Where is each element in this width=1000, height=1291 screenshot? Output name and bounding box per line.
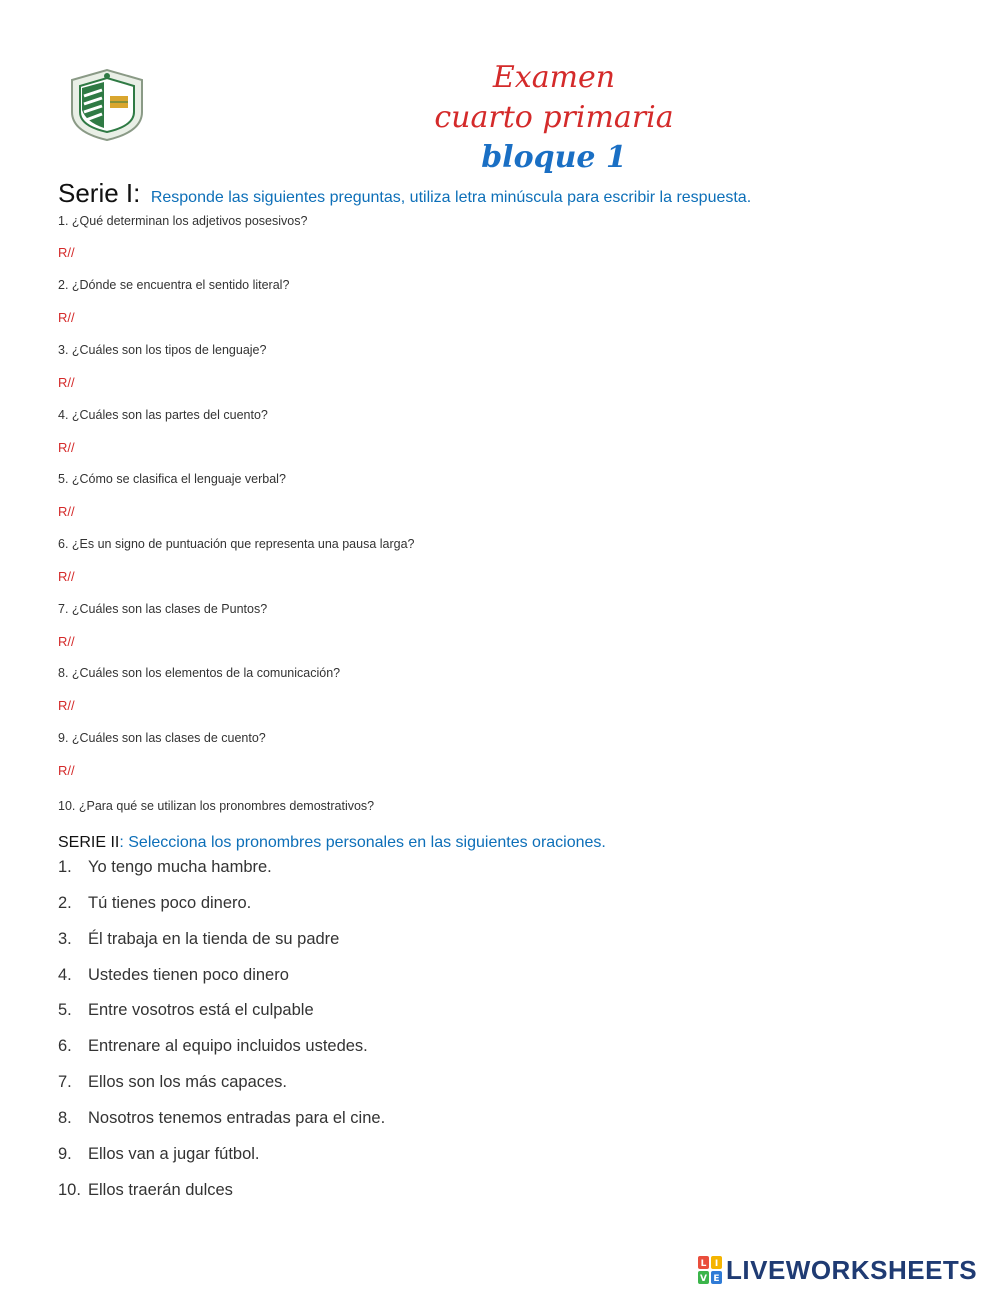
sentence-text: Ellos son los más capaces. — [88, 1073, 288, 1091]
question-8: 8. ¿Cuáles son los elementos de la comunicación? — [58, 666, 341, 680]
sentence-6[interactable] — [58, 1037, 368, 1056]
answer-6[interactable]: R// — [58, 569, 75, 584]
sentence-number: 4. — [58, 966, 72, 984]
question-9: 9. ¿Cuáles son las clases de cuento? — [58, 731, 266, 745]
question-4: 4. ¿Cuáles son las partes del cuento? — [58, 408, 268, 422]
brand-icon-letter: V — [700, 1274, 707, 1284]
sentence-4[interactable] — [58, 966, 289, 985]
sentence-5[interactable] — [58, 1001, 314, 1020]
sentence-text: Ellos van a jugar fútbol. — [88, 1145, 260, 1163]
sentence-number: 10. — [58, 1181, 81, 1199]
serie2-label: SERIE II — [58, 834, 120, 851]
sentence-number: 6. — [58, 1037, 72, 1055]
serie1-label: Serie I: — [58, 178, 141, 208]
sentence-number: 3. — [58, 930, 72, 948]
answer-4[interactable]: R// — [58, 440, 75, 455]
answer-9[interactable]: R// — [58, 763, 75, 778]
sentence-2[interactable] — [58, 894, 251, 913]
answer-5[interactable]: R// — [58, 504, 75, 519]
title-block: bloque 1 — [481, 140, 627, 175]
sentence-number: 7. — [58, 1073, 72, 1091]
school-logo — [64, 66, 150, 142]
sentence-7[interactable] — [58, 1073, 287, 1092]
sentence-number: 5. — [58, 1001, 72, 1019]
sentence-text: Entrenare al equipo incluidos ustedes. — [88, 1037, 368, 1055]
title-examen: Examen — [492, 60, 616, 95]
sentence-text: Tú tienes poco dinero. — [88, 894, 252, 912]
answer-2[interactable]: R// — [58, 310, 75, 325]
sentence-text: Entre vosotros está el culpable — [88, 1001, 314, 1019]
sentence-number: 1. — [58, 858, 72, 876]
sentence-9[interactable] — [58, 1145, 260, 1164]
question-7: 7. ¿Cuáles son las clases de Puntos? — [58, 602, 268, 616]
sentence-text: Él trabaja en la tienda de su padre — [88, 930, 340, 948]
answer-7[interactable]: R// — [58, 634, 75, 649]
brand-text: LIVEWORKSHEETS — [726, 1254, 978, 1285]
serie1-instruction: Responde las siguientes preguntas, utiliza letra minúscula para escribir la respuesta. — [150, 189, 752, 206]
answer-8[interactable]: R// — [58, 698, 75, 713]
sentence-number: 9. — [58, 1145, 72, 1163]
answer-1[interactable]: R// — [58, 245, 75, 260]
serie2-heading — [58, 834, 606, 852]
liveworksheets-brand — [698, 1255, 977, 1285]
sentence-text: Yo tengo mucha hambre. — [88, 858, 272, 876]
brand-icon-letter: I — [714, 1259, 719, 1269]
question-5: 5. ¿Cómo se clasifica el lenguaje verbal? — [58, 472, 286, 486]
sentence-10[interactable] — [58, 1181, 233, 1200]
sentence-8[interactable] — [58, 1109, 385, 1128]
sentence-1[interactable] — [58, 858, 272, 877]
question-10: 10. ¿Para qué se utilizan los pronombres demostrativos? — [58, 799, 375, 813]
question-6: 6. ¿Es un signo de puntuación que representa una pausa larga? — [58, 537, 415, 551]
brand-icon-letter: L — [700, 1259, 707, 1269]
sentence-text: Ellos traerán dulces — [88, 1181, 233, 1199]
sentence-text: Nosotros tenemos entradas para el cine. — [88, 1109, 386, 1127]
sentence-3[interactable] — [58, 930, 339, 949]
answer-3[interactable]: R// — [58, 375, 75, 390]
brand-icon-letter: E — [713, 1274, 720, 1284]
title-grade: cuarto primaria — [434, 100, 674, 135]
sentence-text: Ustedes tienen poco dinero — [88, 966, 289, 984]
liveworksheets-logo-icon — [698, 1256, 722, 1284]
serie1-heading — [58, 178, 751, 209]
serie2-instruction: : Selecciona los pronombres personales en las siguientes oraciones. — [119, 834, 606, 851]
question-3: 3. ¿Cuáles son los tipos de lenguaje? — [58, 343, 267, 357]
sentence-number: 8. — [58, 1109, 72, 1127]
sentence-number: 2. — [58, 894, 72, 912]
question-1: 1. ¿Qué determinan los adjetivos posesivos? — [58, 214, 308, 228]
question-2: 2. ¿Dónde se encuentra el sentido literal? — [58, 278, 290, 292]
